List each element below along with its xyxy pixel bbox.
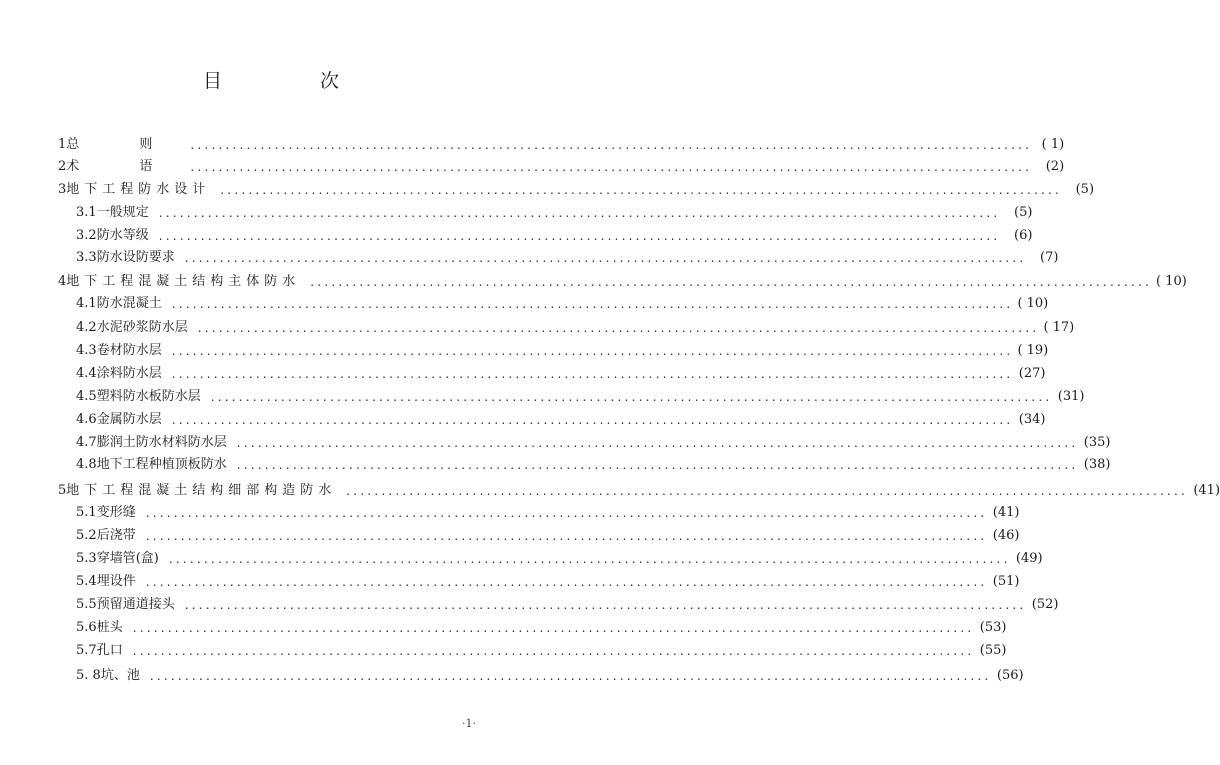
toc-entry-page: (41) bbox=[992, 505, 1020, 520]
toc-entry[interactable] bbox=[76, 665, 1024, 687]
toc-entry-label: 水泥砂浆防水层 bbox=[96, 320, 188, 335]
toc-entry-number: 5. 8 bbox=[76, 668, 101, 683]
toc-leader-dots: ........................................................................................................................ bbox=[145, 529, 988, 543]
toc-entry-page: (35) bbox=[1083, 435, 1111, 450]
toc-entry-page: (5) bbox=[1014, 205, 1033, 220]
toc-entry-page: (38) bbox=[1083, 457, 1111, 472]
toc-entry[interactable] bbox=[76, 317, 1075, 339]
toc-entry-number: 3 bbox=[58, 182, 67, 197]
toc-leader-dots: ........................................................................................................................ bbox=[171, 367, 1014, 381]
toc-entry[interactable] bbox=[58, 480, 1220, 502]
toc-entry[interactable] bbox=[58, 179, 1095, 201]
toc-entry-label: 涂料防水层 bbox=[96, 366, 162, 381]
toc-leader-dots: ........................................................................................................................ bbox=[310, 275, 1153, 289]
toc-entry[interactable] bbox=[76, 247, 1059, 269]
toc-entry-page: (27) bbox=[1018, 366, 1046, 381]
toc-entry[interactable] bbox=[58, 271, 1187, 293]
toc-entry-label: 地下工程防水设计 bbox=[66, 182, 211, 197]
toc-entry-label: 膨润土防水材料防水层 bbox=[96, 435, 227, 450]
toc-entry-number: 2 bbox=[58, 159, 67, 174]
toc-leader-dots: ........................................................................................................................ bbox=[158, 229, 1001, 243]
toc-entry-label: 总 则 bbox=[66, 137, 181, 152]
toc-leader-dots: ........................................................................................................................ bbox=[184, 251, 1027, 265]
toc-leader-dots: ........................................................................................................................ bbox=[184, 598, 1027, 612]
toc-entry[interactable] bbox=[58, 134, 1065, 156]
toc-leader-dots: ........................................................................................................................ bbox=[210, 390, 1053, 404]
toc-entry[interactable] bbox=[76, 409, 1046, 431]
toc-entry[interactable] bbox=[76, 432, 1111, 454]
toc-leader-dots: ........................................................................................................................ bbox=[145, 575, 988, 589]
toc-entry-number: 5.1 bbox=[76, 505, 97, 520]
toc-entry[interactable] bbox=[76, 502, 1020, 524]
toc-entry-number: 1 bbox=[58, 137, 67, 152]
toc-entry[interactable] bbox=[76, 548, 1043, 570]
toc-leader-dots: ........................................................................................................................ bbox=[236, 436, 1079, 450]
toc-entry-label: 变形缝 bbox=[96, 505, 136, 520]
toc-leader-dots: ........................................................................................................................ bbox=[132, 621, 975, 635]
toc-entry[interactable] bbox=[58, 156, 1065, 178]
toc-entry-label: 地下工程种植顶板防水 bbox=[96, 457, 227, 472]
toc-entry-number: 5.2 bbox=[76, 528, 97, 543]
toc-entry[interactable] bbox=[76, 202, 1033, 224]
toc-entry-number: 4.6 bbox=[76, 412, 97, 427]
toc-entry-number: 4.2 bbox=[76, 320, 97, 335]
toc-entry-page: (31) bbox=[1057, 389, 1085, 404]
toc-entry-page: ( 10) bbox=[1156, 274, 1187, 289]
page-title: 目 次 bbox=[202, 70, 386, 92]
toc-entry-page: (49) bbox=[1015, 551, 1043, 566]
toc-leader-dots: ........................................................................................................................ bbox=[158, 206, 1001, 220]
toc-leader-dots: ........................................................................................................................ bbox=[171, 344, 1014, 358]
page-number: ·1· bbox=[462, 717, 476, 730]
toc-entry-page: ( 17) bbox=[1043, 320, 1075, 335]
toc-entry-label: 地下工程混凝土结构主体防水 bbox=[66, 274, 301, 289]
toc-leader-dots: ........................................................................................................................ bbox=[132, 644, 975, 658]
toc-entry[interactable] bbox=[76, 363, 1046, 385]
toc-leader-dots: ........................................................................................................................ bbox=[236, 458, 1079, 472]
toc-entry-page: ( 10) bbox=[1017, 296, 1049, 311]
toc-entry-page: (6) bbox=[1014, 228, 1033, 243]
toc-entry[interactable] bbox=[76, 225, 1033, 247]
toc-entry[interactable] bbox=[76, 340, 1049, 362]
toc-leader-dots: ........................................................................................................................ bbox=[190, 138, 1033, 152]
toc-entry[interactable] bbox=[76, 571, 1020, 593]
toc-entry[interactable] bbox=[76, 454, 1111, 476]
toc-entry-label: 穿墙管(盒) bbox=[96, 551, 159, 566]
toc-entry-number: 5.3 bbox=[76, 551, 97, 566]
toc-entry-number: 4.3 bbox=[76, 343, 97, 358]
toc-entry-page: (52) bbox=[1031, 597, 1059, 612]
toc-entry-page: (41) bbox=[1193, 483, 1220, 498]
toc-entry-label: 桩头 bbox=[96, 620, 123, 635]
toc-leader-dots: ........................................................................................................................ bbox=[168, 552, 1011, 566]
toc-entry-label: 预留通道接头 bbox=[96, 597, 175, 612]
toc-entry-page: (53) bbox=[979, 620, 1007, 635]
toc-entry-number: 3.2 bbox=[76, 228, 97, 243]
toc-entry-label: 孔口 bbox=[96, 643, 123, 658]
toc-entry-number: 4.7 bbox=[76, 435, 97, 450]
toc-entry-label: 防水设防要求 bbox=[96, 250, 175, 265]
toc-entry-page: (55) bbox=[979, 643, 1007, 658]
toc-entry-label: 防水混凝土 bbox=[96, 296, 162, 311]
toc-entry-number: 5.6 bbox=[76, 620, 97, 635]
toc-entry-label: 防水等级 bbox=[96, 228, 149, 243]
toc-leader-dots: ........................................................................................................................ bbox=[346, 484, 1189, 498]
toc-entry-number: 3.3 bbox=[76, 250, 97, 265]
toc-entry-page: (46) bbox=[992, 528, 1020, 543]
toc-entry[interactable] bbox=[76, 293, 1049, 315]
toc-entry-number: 4.1 bbox=[76, 296, 97, 311]
toc-entry[interactable] bbox=[76, 386, 1085, 408]
toc-entry-label: 地下工程混凝土结构细部构造防水 bbox=[66, 483, 337, 498]
toc-entry-page: (2) bbox=[1045, 159, 1065, 174]
toc-entry-number: 5 bbox=[58, 483, 67, 498]
toc-entry[interactable] bbox=[76, 617, 1007, 639]
toc-entry-label: 埋设件 bbox=[96, 574, 136, 589]
toc-entry-page: (51) bbox=[992, 574, 1020, 589]
toc-entry-number: 3.1 bbox=[76, 205, 97, 220]
toc-leader-dots: ........................................................................................................................ bbox=[190, 160, 1033, 174]
toc-entry-label: 卷材防水层 bbox=[96, 343, 162, 358]
toc-leader-dots: ........................................................................................................................ bbox=[197, 321, 1040, 335]
toc-entry-label: 一般规定 bbox=[96, 205, 149, 220]
toc-entry-label: 后浇带 bbox=[96, 528, 136, 543]
toc-entry-number: 5.5 bbox=[76, 597, 97, 612]
toc-entry[interactable] bbox=[76, 640, 1007, 662]
toc-entry-page: (56) bbox=[996, 668, 1024, 683]
toc-entry-number: 5.4 bbox=[76, 574, 97, 589]
toc-entry[interactable] bbox=[76, 594, 1059, 616]
toc-entry-page: (34) bbox=[1018, 412, 1046, 427]
toc-leader-dots: ........................................................................................................................ bbox=[149, 669, 992, 683]
toc-leader-dots: ........................................................................................................................ bbox=[171, 297, 1014, 311]
toc-entry-label: 术 语 bbox=[66, 159, 181, 174]
toc-leader-dots: ........................................................................................................................ bbox=[145, 506, 988, 520]
toc-leader-dots: ........................................................................................................................ bbox=[171, 413, 1014, 427]
toc-entry-label: 金属防水层 bbox=[96, 412, 162, 427]
toc-entry-label: 坑、池 bbox=[100, 668, 140, 683]
toc-leader-dots: ........................................................................................................................ bbox=[220, 183, 1063, 197]
toc-entry-number: 5.7 bbox=[76, 643, 97, 658]
toc-entry-page: (5) bbox=[1075, 182, 1095, 197]
toc-entry-number: 4.5 bbox=[76, 389, 97, 404]
toc-entry-page: ( 19) bbox=[1017, 343, 1049, 358]
toc-entry-page: (7) bbox=[1040, 250, 1059, 265]
toc-entry-number: 4 bbox=[58, 274, 67, 289]
toc-entry-number: 4.4 bbox=[76, 366, 97, 381]
toc-entry-number: 4.8 bbox=[76, 457, 97, 472]
toc-entry[interactable] bbox=[76, 525, 1020, 547]
toc-entry-page: ( 1) bbox=[1041, 137, 1065, 152]
toc-entry-label: 塑料防水板防水层 bbox=[96, 389, 201, 404]
